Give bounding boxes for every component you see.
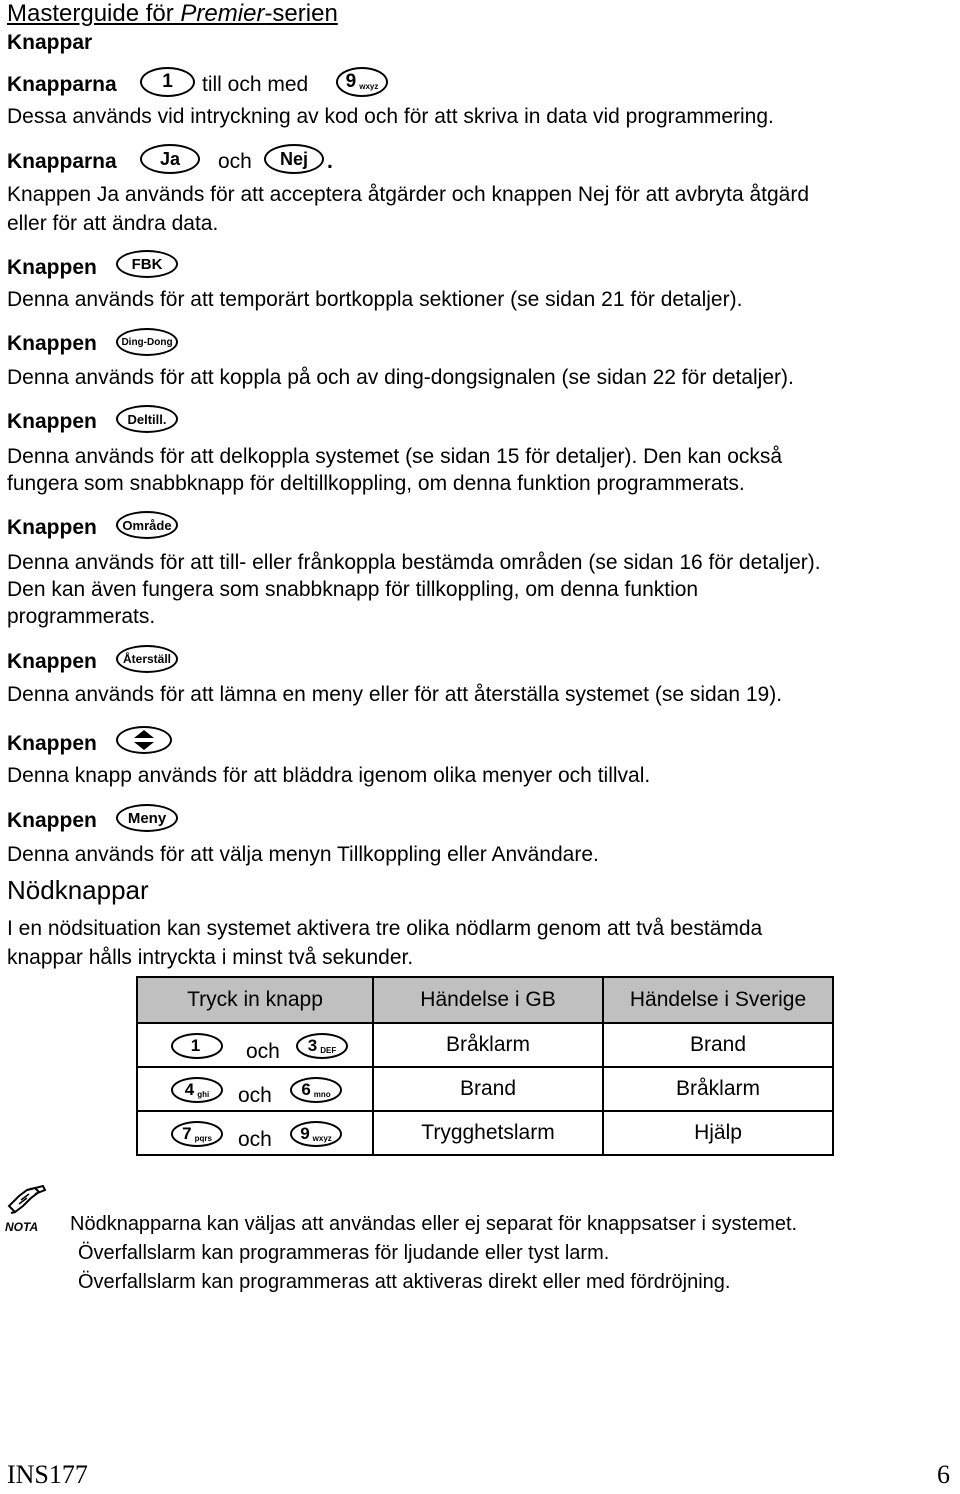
och-text: och xyxy=(238,1128,272,1151)
col-header-se: Händelse i Sverige xyxy=(603,977,833,1023)
note-hand-icon xyxy=(5,1184,49,1232)
fbk-description: Denna används för att temporärt bortkoppla sektioner (se sidan 21 för detaljer). xyxy=(7,288,743,311)
nej-key-icon xyxy=(264,144,324,174)
key-1-label: 1 xyxy=(162,71,173,92)
note-icon-label: NOTA xyxy=(5,1220,39,1234)
key-b-label: 9 xyxy=(300,1124,310,1143)
note-line-2: Överfallslarm kan programmeras för ljudande eller tyst larm. xyxy=(78,1242,610,1264)
title-italic: Premier xyxy=(180,0,265,27)
title-prefix: Masterguide för xyxy=(7,0,181,27)
emergency-table xyxy=(136,976,834,1156)
se-event-cell: Brand xyxy=(603,1023,833,1067)
meny-key-label: Meny xyxy=(127,809,167,827)
omrade-description-2: Den kan även fungera som snabbknapp för tillkoppling, om denna funktion xyxy=(7,578,699,601)
section-heading: Knappar xyxy=(7,31,93,54)
digits-description: Dessa används vid intryckning av kod och för att skriva in data vid programmering. xyxy=(7,105,774,128)
key-b-sub: DEF xyxy=(320,1045,337,1055)
nej-key-label: Nej xyxy=(279,148,308,169)
omrade-key-icon xyxy=(116,511,178,539)
omrade-description-3: programmerats. xyxy=(7,605,156,628)
knappen-label-meny: Knappen xyxy=(7,809,97,832)
emergency-intro-2: knappar hålls intryckta i minst två sekunder. xyxy=(7,946,414,969)
dingdong-description: Denna används för att koppla på och av ding-dongsignalen (se sidan 22 för detaljer). xyxy=(7,366,794,389)
deltill-key-icon xyxy=(116,405,178,433)
hand-writing-svg xyxy=(5,1184,49,1214)
note-line-1: Nödknapparna kan väljas att användas eller ej separat för knappsatser i systemet. xyxy=(70,1213,798,1235)
emergency-intro-1: I en nödsituation kan systemet aktivera tre olika nödlarm genom att två bestämda xyxy=(7,917,763,940)
knapparna-label: Knapparna xyxy=(7,73,117,96)
table-row xyxy=(137,1111,833,1155)
key-9-icon xyxy=(336,67,388,97)
title-suffix: -serien xyxy=(264,0,338,27)
gb-event-cell: Trygghetslarm xyxy=(373,1111,603,1155)
key-combo-cell xyxy=(137,1023,373,1067)
footer-page-number: 6 xyxy=(937,1460,950,1489)
aterstall-description: Denna används för att lämna en meny eller för att återställa systemet (se sidan 19). xyxy=(7,683,783,706)
key-a-label: 1 xyxy=(190,1036,201,1055)
table-header-row xyxy=(137,977,833,1023)
deltill-key-label: Deltill. xyxy=(127,411,167,427)
knappen-label-fbk: Knappen xyxy=(7,256,97,279)
key-9-icon xyxy=(290,1121,342,1147)
deltill-description-1: Denna används för att delkoppla systemet (se sidan 15 för detaljer). Den kan också xyxy=(7,445,783,468)
knappen-label-aterstall: Knappen xyxy=(7,650,97,673)
key-a-label: 4 xyxy=(184,1080,195,1099)
scroll-description: Denna knapp används för att bläddra igenom olika menyer och tillval. xyxy=(7,764,651,787)
key-combo-cell xyxy=(137,1067,373,1111)
ja-key-label: Ja xyxy=(159,148,181,169)
footer-doc-code: INS177 xyxy=(7,1460,88,1489)
meny-description: Denna används för att välja menyn Tillkoppling eller Användare. xyxy=(7,843,599,866)
key-a-sub: pqrs xyxy=(194,1133,212,1143)
key-7-icon xyxy=(171,1121,223,1147)
key-b-label: 3 xyxy=(307,1036,318,1055)
key-1-icon xyxy=(140,67,195,97)
omrade-key-label: Område xyxy=(122,517,172,533)
aterstall-key-icon xyxy=(116,645,178,673)
knappen-label-omrade: Knappen xyxy=(7,516,97,539)
table-row xyxy=(137,1067,833,1111)
key-b-sub: wxyz xyxy=(312,1133,332,1143)
gb-event-cell: Bråklarm xyxy=(373,1023,603,1067)
dingdong-key-icon xyxy=(116,328,178,356)
key-b-sub: mno xyxy=(313,1089,331,1099)
emergency-heading: Nödknappar xyxy=(7,875,149,905)
key-combo-cell xyxy=(137,1111,373,1155)
och-text: och xyxy=(238,1084,272,1107)
knappen-label-dingdong: Knappen xyxy=(7,332,97,355)
key-a-label: 7 xyxy=(182,1124,192,1143)
dingdong-key-label: Ding-Dong xyxy=(121,336,173,348)
gb-event-cell: Brand xyxy=(373,1067,603,1111)
key-3-icon xyxy=(296,1033,348,1059)
up-down-arrow-icon xyxy=(116,726,172,754)
se-event-cell: Hjälp xyxy=(603,1111,833,1155)
ja-key-icon xyxy=(140,144,200,174)
aterstall-key-label: Återställ xyxy=(122,652,172,666)
key-b-label: 6 xyxy=(301,1080,311,1099)
key-9-sub: wxyz xyxy=(359,81,379,91)
key-6-icon xyxy=(290,1077,342,1103)
page-title xyxy=(7,0,338,28)
key-1-icon xyxy=(171,1033,223,1059)
och-text: och xyxy=(218,150,252,173)
col-header-gb: Händelse i GB xyxy=(373,977,603,1023)
knappen-label-deltill: Knappen xyxy=(7,410,97,433)
scroll-arrows-svg xyxy=(131,729,157,751)
note-line-3: Överfallslarm kan programmeras att aktiveras direkt eller med fördröjning. xyxy=(78,1271,731,1293)
se-event-cell: Bråklarm xyxy=(603,1067,833,1111)
key-9-label: 9 xyxy=(345,71,357,92)
knapparna-label-2: Knapparna xyxy=(7,150,117,173)
till-och-med-text: till och med xyxy=(202,73,309,96)
col-header-key: Tryck in knapp xyxy=(137,977,373,1023)
janej-description-2: eller för att ändra data. xyxy=(7,212,219,235)
janej-description-1: Knappen Ja används för att acceptera åtgärder och knappen Nej för att avbryta åtgärd xyxy=(7,183,810,206)
table-row xyxy=(137,1023,833,1067)
fbk-key-icon xyxy=(116,250,178,278)
knappen-label-scroll: Knappen xyxy=(7,732,97,755)
omrade-description-1: Denna används för att till- eller frånkoppla bestämda områden (se sidan 16 för detaljer). xyxy=(7,551,821,574)
deltill-description-2: fungera som snabbknapp för deltillkoppling, om denna funktion programmerats. xyxy=(7,472,745,495)
och-text: och xyxy=(246,1040,280,1063)
period: . xyxy=(327,150,333,173)
fbk-key-label: FBK xyxy=(131,255,163,273)
key-a-sub: ghi xyxy=(197,1089,210,1099)
key-4-icon xyxy=(171,1077,223,1103)
meny-key-icon xyxy=(116,804,178,832)
